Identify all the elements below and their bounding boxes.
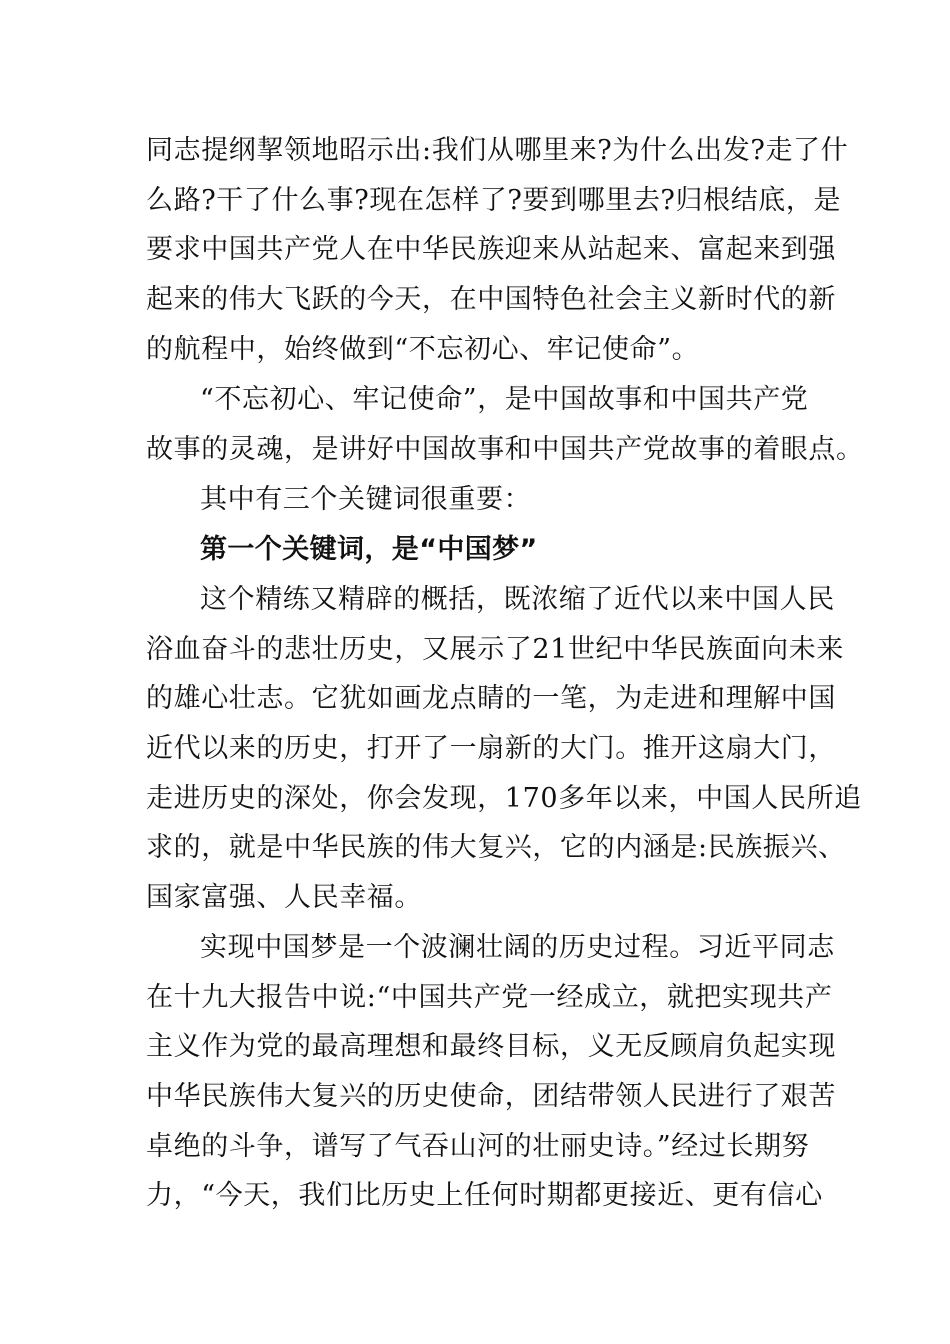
paragraph-first-line: 这个精练又精辟的概括，既浓缩了近代以来中国人民 <box>200 584 835 615</box>
text-line: 的航程中，始终做到“不忘初心、牢记使命”。 <box>146 334 700 365</box>
text-line: 走进历史的深处，你会发现，170多年以来，中国人民所追 <box>146 783 862 814</box>
text-line: 的雄心壮志。它犹如画龙点睛的一笔，为走进和理解中国 <box>146 683 836 714</box>
text-line: 求的，就是中华民族的伟大复兴，它的内涵是:民族振兴、 <box>146 832 846 863</box>
paragraph-first-line: 实现中国梦是一个波澜壮阔的历史过程。习近平同志 <box>200 932 835 963</box>
paragraph-first-line: 其中有三个关键词很重要： <box>200 484 532 515</box>
text-line: 卓绝的斗争，谱写了气吞山河的壮丽史诗。”经过长期努 <box>146 1131 810 1162</box>
text-line: 近代以来的历史，打开了一扇新的大门。推开这扇大门， <box>146 733 836 764</box>
text-line: 国家富强、人民幸福。 <box>146 882 422 913</box>
text-line: 要求中国共产党人在中华民族迎来从站起来、富起来到强 <box>146 234 836 265</box>
paragraph-first-line: “不忘初心、牢记使命”，是中国故事和中国共产党 <box>200 384 809 415</box>
text-line: 浴血奋斗的悲壮历史，又展示了21世纪中华民族面向未来 <box>146 634 844 665</box>
text-line: 同志提纲挈领地昭示出:我们从哪里来?为什么出发?走了什 <box>146 135 849 166</box>
text-line: 主义作为党的最高理想和最终目标，义无反顾肩负起实现 <box>146 1031 836 1062</box>
text-line: 么路?干了什么事?现在怎样了?要到哪里去?归根结底，是 <box>146 185 842 216</box>
section-heading: 第一个关键词，是“中国梦” <box>200 534 538 565</box>
text-line: 中华民族伟大复兴的历史使命，团结带领人民进行了艰苦 <box>146 1081 836 1112</box>
text-line: 在十九大报告中说:“中国共产党一经成立，就把实现共产 <box>146 982 833 1013</box>
text-line: 力，“今天，我们比历史上任何时期都更接近、更有信心 <box>146 1180 823 1211</box>
text-line: 起来的伟大飞跃的今天，在中国特色社会主义新时代的新 <box>146 284 836 315</box>
text-line: 故事的灵魂，是讲好中国故事和中国共产党故事的着眼点。 <box>146 434 864 465</box>
